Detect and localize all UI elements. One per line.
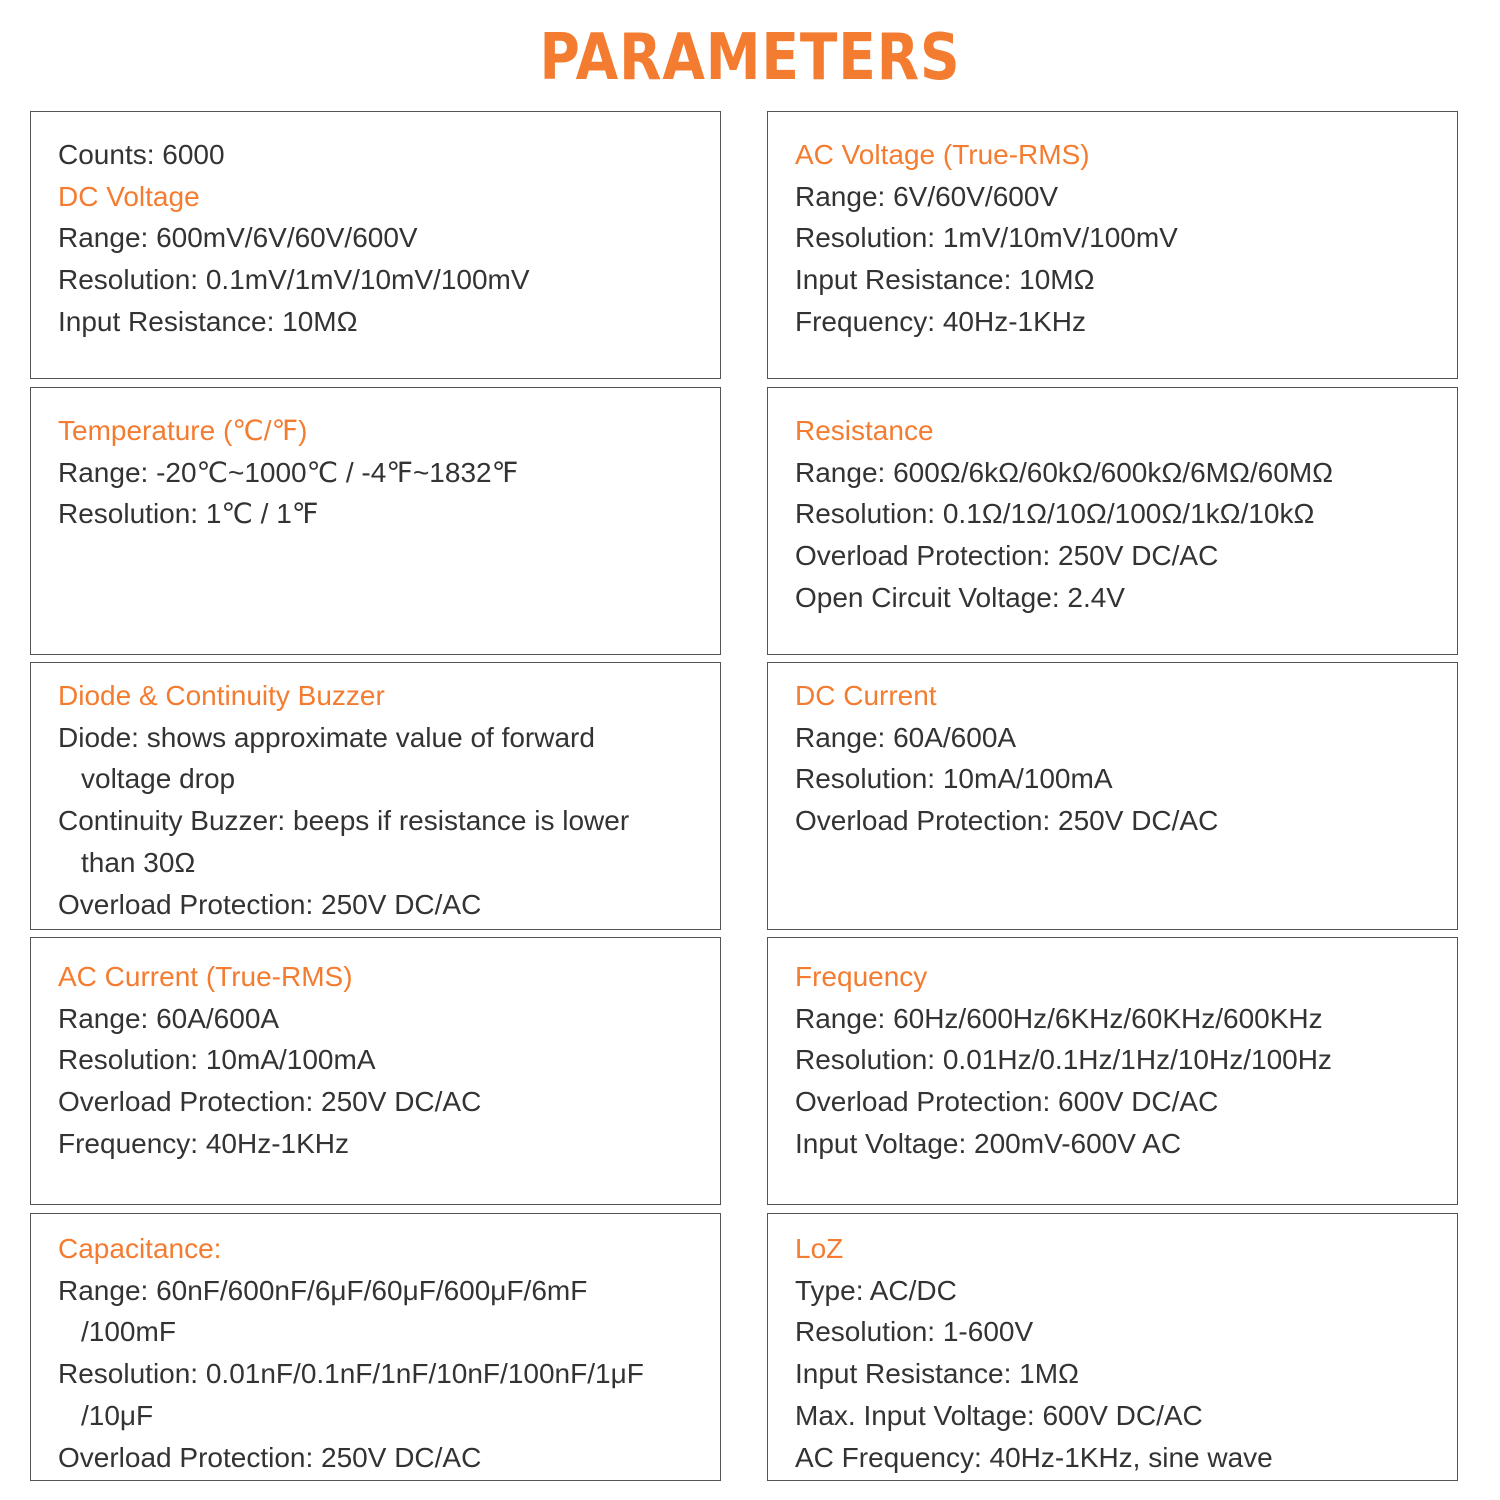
section-heading: Capacitance: [58,1233,222,1264]
spec-line: Input Resistance: 10MΩ [795,264,1095,296]
spec-line: voltage drop [81,763,236,795]
spec-line: Range: 600mV/6V/60V/600V [58,222,418,254]
section-heading: Temperature (℃/℉) [58,415,308,446]
card-frequency [767,937,1458,1205]
spec-line: Overload Protection: 250V DC/AC [58,1086,482,1118]
card-diode-continuity [30,662,721,930]
spec-line: Frequency: 40Hz-1KHz [795,305,1087,337]
spec-line: Overload Protection: 250V DC/AC [58,1441,482,1473]
card-ac-current [30,937,721,1205]
spec-line: Resolution: 10mA/100mA [58,1044,376,1076]
spec-line: Continuity Buzzer: beeps if resistance is lower [58,805,630,837]
spec-line: Overload Protection: 250V DC/AC [795,540,1219,572]
spec-line: Frequency: 40Hz-1KHz [58,1127,350,1159]
spec-line: Overload Protection: 250V DC/AC [58,888,482,920]
spec-line: /100mF [81,1316,176,1348]
section-heading: DC Current [795,680,937,711]
spec-line: Type: AC/DC [795,1274,957,1306]
spec-line: Diode: shows approximate value of forward [58,721,595,753]
card-dc-current [767,662,1458,930]
spec-line: Range: 60nF/600nF/6μF/60μF/600μF/6mF [58,1274,588,1306]
card-ac-voltage [767,111,1458,379]
card-resistance [767,387,1458,655]
card-loz [767,1213,1458,1481]
section-heading: Diode & Continuity Buzzer [58,680,385,711]
spec-line: Range: -20℃~1000℃ / -4℉~1832℉ [58,456,519,488]
section-heading: DC Voltage [58,180,200,212]
spec-line: Counts: 6000 [58,139,225,170]
spec-line: Resolution: 1mV/10mV/100mV [795,222,1178,254]
section-heading: AC Voltage (True-RMS) [795,139,1090,170]
card-dc-voltage [30,111,721,379]
section-heading: Resistance [795,415,934,446]
card-temperature [30,387,721,655]
section-heading: LoZ [795,1233,844,1264]
spec-line: Resolution: 0.1Ω/1Ω/10Ω/100Ω/1kΩ/10kΩ [795,498,1315,530]
spec-line: Resolution: 10mA/100mA [795,763,1113,795]
section-heading: AC Current (True-RMS) [58,961,353,992]
spec-line: Range: 60A/600A [795,721,1017,753]
spec-line: Resolution: 0.1mV/1mV/10mV/100mV [58,264,530,296]
spec-line: Input Voltage: 200mV-600V AC [795,1127,1182,1159]
spec-line: Input Resistance: 1MΩ [795,1358,1079,1390]
spec-line: Resolution: 0.01nF/0.1nF/1nF/10nF/100nF/1μF [58,1358,644,1390]
page-title: PARAMETERS [539,21,961,95]
spec-line: AC Frequency: 40Hz-1KHz, sine wave [795,1441,1273,1473]
spec-line: than 30Ω [81,846,196,878]
section-heading: Frequency [795,961,928,992]
spec-line: Resolution: 1-600V [795,1316,1034,1348]
spec-line: Max. Input Voltage: 600V DC/AC [795,1399,1203,1431]
spec-line: Open Circuit Voltage: 2.4V [795,581,1125,613]
spec-line: /10μF [81,1399,154,1431]
spec-line: Range: 600Ω/6kΩ/60kΩ/600kΩ/6MΩ/60MΩ [795,456,1334,488]
spec-line: Range: 60Hz/600Hz/6KHz/60KHz/600KHz [795,1002,1323,1034]
spec-line: Resolution: 0.01Hz/0.1Hz/1Hz/10Hz/100Hz [795,1044,1332,1076]
spec-line: Overload Protection: 600V DC/AC [795,1086,1219,1118]
spec-line: Resolution: 1℃ / 1℉ [58,498,319,530]
spec-line: Range: 60A/600A [58,1002,280,1034]
card-capacitance [30,1213,721,1481]
spec-line: Input Resistance: 10MΩ [58,305,358,337]
spec-line: Overload Protection: 250V DC/AC [795,805,1219,837]
spec-line: Range: 6V/60V/600V [795,180,1059,212]
